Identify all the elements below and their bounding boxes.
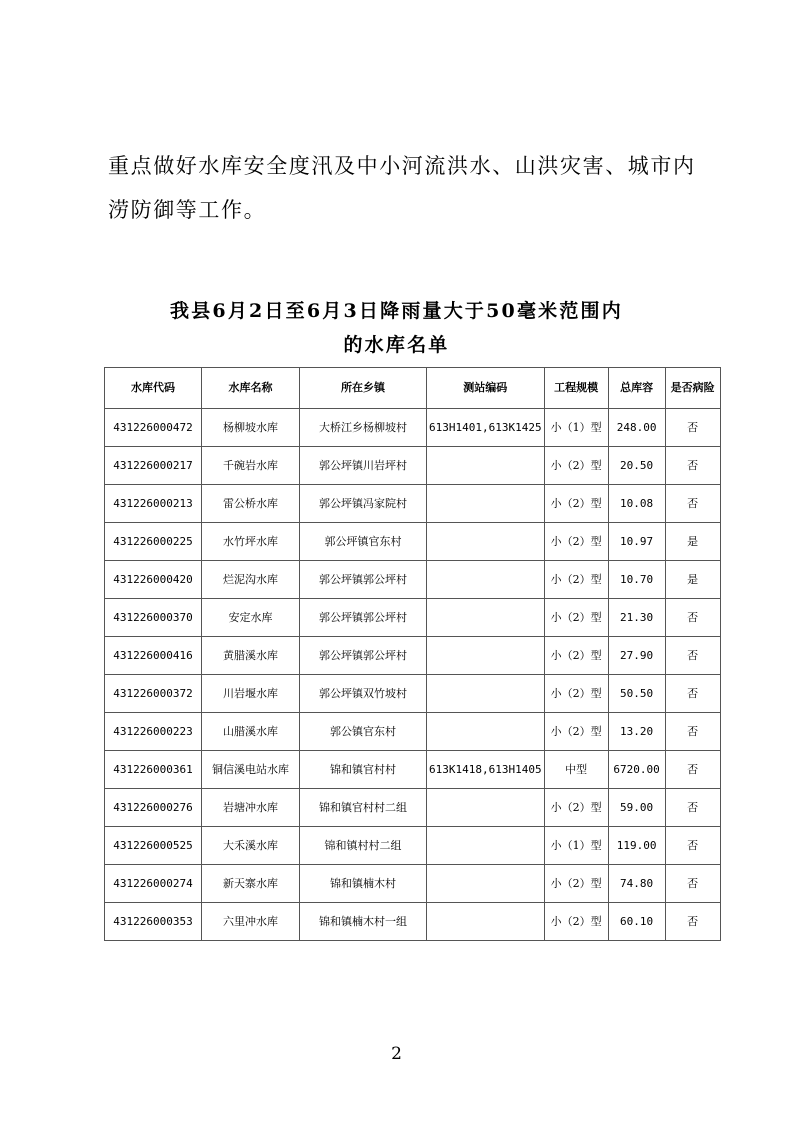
cell-township: 锦和镇官村村 [300, 751, 427, 789]
cell-reservoir-code: 431226000370 [105, 599, 202, 637]
cell-station-code [427, 485, 545, 523]
header-capacity: 总库容 [608, 368, 665, 409]
cell-reservoir-code: 431226000223 [105, 713, 202, 751]
cell-reservoir-code: 431226000274 [105, 865, 202, 903]
cell-scale: 小（2）型 [544, 713, 608, 751]
cell-station-code [427, 713, 545, 751]
cell-reservoir-name: 黄腊溪水库 [202, 637, 300, 675]
cell-capacity: 6720.00 [608, 751, 665, 789]
cell-reservoir-code: 431226000225 [105, 523, 202, 561]
table-row [105, 789, 721, 827]
table-header [105, 368, 721, 409]
cell-reservoir-name: 新天寨水库 [202, 865, 300, 903]
cell-station-code: 613K1418,613H1405 [427, 751, 545, 789]
cell-reservoir-name: 山腊溪水库 [202, 713, 300, 751]
header-township: 所在乡镇 [300, 368, 427, 409]
cell-scale: 小（2）型 [544, 789, 608, 827]
cell-township: 郭公坪镇冯家院村 [300, 485, 427, 523]
cell-township: 锦和镇村村二组 [300, 827, 427, 865]
cell-scale: 小（2）型 [544, 523, 608, 561]
header-scale: 工程规模 [544, 368, 608, 409]
cell-station-code [427, 447, 545, 485]
cell-capacity: 20.50 [608, 447, 665, 485]
cell-capacity: 74.80 [608, 865, 665, 903]
table-row [105, 447, 721, 485]
cell-reservoir-name: 大禾溪水库 [202, 827, 300, 865]
cell-reservoir-name: 烂泥沟水库 [202, 561, 300, 599]
cell-risk: 否 [665, 751, 720, 789]
cell-risk: 否 [665, 637, 720, 675]
cell-capacity: 60.10 [608, 903, 665, 941]
table-row [105, 713, 721, 751]
table-row [105, 523, 721, 561]
cell-reservoir-code: 431226000353 [105, 903, 202, 941]
cell-reservoir-name: 安定水库 [202, 599, 300, 637]
cell-reservoir-name: 雷公桥水库 [202, 485, 300, 523]
cell-township: 锦和镇官村村二组 [300, 789, 427, 827]
header-reservoir-code: 水库代码 [105, 368, 202, 409]
cell-township: 大桥江乡杨柳坡村 [300, 409, 427, 447]
header-row [105, 368, 721, 409]
cell-station-code [427, 827, 545, 865]
header-station-code: 测站编码 [427, 368, 545, 409]
cell-capacity: 10.08 [608, 485, 665, 523]
intro-paragraph: 重点做好水库安全度汛及中小河流洪水、山洪灾害、城市内涝防御等工作。 [108, 154, 696, 222]
cell-reservoir-code: 431226000525 [105, 827, 202, 865]
cell-station-code [427, 561, 545, 599]
table-row [105, 675, 721, 713]
cell-capacity: 119.00 [608, 827, 665, 865]
table-row [105, 409, 721, 447]
cell-reservoir-code: 431226000213 [105, 485, 202, 523]
cell-risk: 否 [665, 447, 720, 485]
cell-scale: 小（2）型 [544, 865, 608, 903]
cell-scale: 小（1）型 [544, 409, 608, 447]
cell-capacity: 27.90 [608, 637, 665, 675]
cell-reservoir-code: 431226000276 [105, 789, 202, 827]
cell-scale: 小（2）型 [544, 675, 608, 713]
cell-township: 郭公坪镇郭公坪村 [300, 637, 427, 675]
cell-risk: 是 [665, 523, 720, 561]
cell-reservoir-name: 岩塘冲水库 [202, 789, 300, 827]
table-body [105, 409, 721, 941]
cell-reservoir-name: 杨柳坡水库 [202, 409, 300, 447]
table-row [105, 827, 721, 865]
header-risk: 是否病险 [665, 368, 720, 409]
cell-capacity: 248.00 [608, 409, 665, 447]
cell-capacity: 13.20 [608, 713, 665, 751]
cell-reservoir-code: 431226000361 [105, 751, 202, 789]
cell-capacity: 10.70 [608, 561, 665, 599]
cell-township: 郭公镇官东村 [300, 713, 427, 751]
cell-scale: 小（2）型 [544, 485, 608, 523]
cell-scale: 小（2）型 [544, 637, 608, 675]
cell-risk: 否 [665, 865, 720, 903]
cell-township: 锦和镇楠木村 [300, 865, 427, 903]
cell-station-code [427, 675, 545, 713]
cell-capacity: 50.50 [608, 675, 665, 713]
cell-township: 郭公坪镇川岩坪村 [300, 447, 427, 485]
cell-reservoir-name: 六里冲水库 [202, 903, 300, 941]
cell-township: 郭公坪镇官东村 [300, 523, 427, 561]
table-row [105, 637, 721, 675]
cell-reservoir-code: 431226000217 [105, 447, 202, 485]
cell-township: 郭公坪镇郭公坪村 [300, 599, 427, 637]
cell-reservoir-name: 水竹坪水库 [202, 523, 300, 561]
cell-risk: 否 [665, 713, 720, 751]
cell-reservoir-name: 川岩堰水库 [202, 675, 300, 713]
cell-risk: 是 [665, 561, 720, 599]
header-reservoir-name: 水库名称 [202, 368, 300, 409]
cell-scale: 小（2）型 [544, 561, 608, 599]
cell-station-code [427, 599, 545, 637]
cell-township: 郭公坪镇双竹坡村 [300, 675, 427, 713]
table-row [105, 751, 721, 789]
cell-scale: 小（2）型 [544, 599, 608, 637]
cell-scale: 小（1）型 [544, 827, 608, 865]
cell-risk: 否 [665, 409, 720, 447]
cell-reservoir-name: 千碗岩水库 [202, 447, 300, 485]
cell-station-code [427, 865, 545, 903]
cell-station-code [427, 789, 545, 827]
reservoir-table [104, 367, 721, 941]
cell-scale: 小（2）型 [544, 903, 608, 941]
cell-scale: 小（2）型 [544, 447, 608, 485]
cell-reservoir-code: 431226000372 [105, 675, 202, 713]
cell-risk: 否 [665, 485, 720, 523]
cell-township: 郭公坪镇郭公坪村 [300, 561, 427, 599]
table-row [105, 485, 721, 523]
table-title-line-1: 我县6月2日至6月3日降雨量大于50毫米范围内 [170, 300, 623, 322]
cell-scale: 中型 [544, 751, 608, 789]
cell-risk: 否 [665, 827, 720, 865]
cell-reservoir-code: 431226000420 [105, 561, 202, 599]
cell-station-code [427, 637, 545, 675]
cell-township: 锦和镇楠木村一组 [300, 903, 427, 941]
table-row [105, 865, 721, 903]
cell-capacity: 10.97 [608, 523, 665, 561]
table-row [105, 561, 721, 599]
cell-reservoir-code: 431226000472 [105, 409, 202, 447]
table-title-line-2: 的水库名单 [343, 334, 450, 356]
cell-risk: 否 [665, 903, 720, 941]
table-row [105, 599, 721, 637]
page-number: 2 [391, 1044, 402, 1064]
table-row [105, 903, 721, 941]
cell-capacity: 59.00 [608, 789, 665, 827]
cell-station-code [427, 523, 545, 561]
cell-station-code [427, 903, 545, 941]
cell-reservoir-name: 铜信溪电站水库 [202, 751, 300, 789]
cell-risk: 否 [665, 599, 720, 637]
cell-station-code: 613H1401,613K1425 [427, 409, 545, 447]
cell-capacity: 21.30 [608, 599, 665, 637]
cell-reservoir-code: 431226000416 [105, 637, 202, 675]
cell-risk: 否 [665, 675, 720, 713]
cell-risk: 否 [665, 789, 720, 827]
